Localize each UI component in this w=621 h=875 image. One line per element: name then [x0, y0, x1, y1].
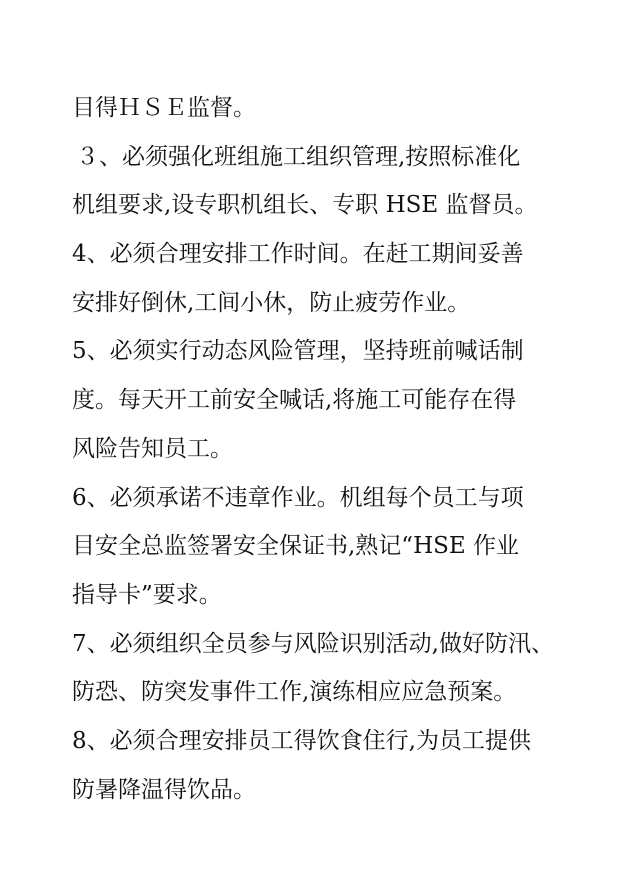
text-line: ３、必须强化班组施工组织管理,按照标准化 [76, 143, 521, 170]
text-line: 防暑降温得饮品。 [72, 776, 256, 803]
text-line: 度。每天开工前安全喊话,将施工可能存在得 [72, 387, 517, 414]
text-line: 风险告知员工。 [72, 435, 233, 462]
text-line: 指导卡”要求。 [72, 581, 222, 608]
text-line: 目安全总监签署安全保证书,熟记“HSE 作业 [72, 533, 519, 560]
text-line: 8、必须合理安排员工得饮食住行,为员工提供 [72, 727, 531, 754]
text-line: 安排好倒休,工间小休，防止疲劳作业。 [72, 289, 471, 316]
text-line: 4、必须合理安排工作时间。在赶工期间妥善 [72, 241, 524, 268]
text-line: 防恐、防突发事件工作,演练相应应急预案。 [72, 679, 517, 706]
text-line: 目得ＨＳＥ监督。 [72, 95, 256, 121]
text-line: 6、必须承诺不违章作业。机组每个员工与项 [72, 484, 524, 511]
text-line: 机组要求,设专职机组长、专职 HSE 监督员。 [72, 192, 538, 219]
text-line: 7、必须组织全员参与风险识别活动,做好防汛、 [72, 630, 554, 657]
text-line: 5、必须实行动态风险管理，坚持班前喊话制 [72, 338, 524, 365]
document-body [72, 84, 562, 814]
